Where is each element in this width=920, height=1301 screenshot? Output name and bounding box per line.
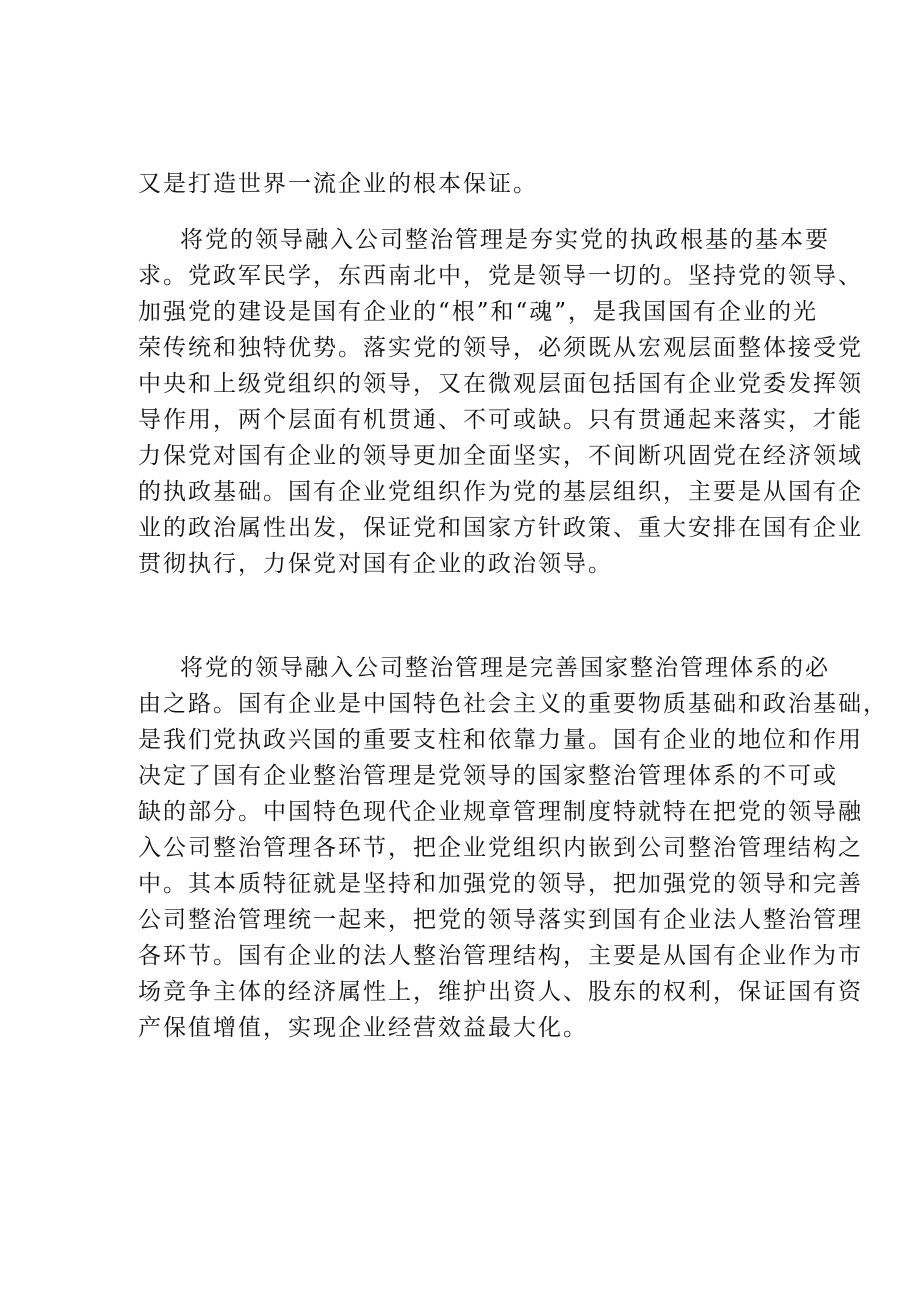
- text-line: 又是打造世界一流企业的根本保证。: [138, 171, 538, 197]
- text-line: 产保值增值，实现企业经营效益最大化。: [138, 1015, 588, 1041]
- text-line: 中央和上级党组织的领导，又在微观层面包括国有企业党委发挥领: [138, 371, 863, 397]
- text-line: 场竞争主体的经济属性上，维护出资人、股东的权利，保证国有资: [138, 979, 863, 1005]
- text-line: 决定了国有企业整治管理是党领导的国家整治管理体系的不可或: [138, 763, 838, 789]
- text-line: 荣传统和独特优势。落实党的领导，必须既从宏观层面整体接受党: [138, 335, 863, 361]
- text-line: 导作用，两个层面有机贯通、不可或缺。只有贯通起来落实，才能: [138, 407, 863, 433]
- text-line: 加强党的建设是国有企业的“根”和“魂”，是我国国有企业的光: [138, 299, 819, 325]
- text-line: 求。党政军民学，东西南北中，党是领导一切的。坚持党的领导、: [138, 263, 863, 289]
- text-line: 公司整治管理统一起来，把党的领导落实到国有企业法人整治管理: [138, 907, 863, 933]
- paragraph-3: [138, 650, 888, 1046]
- text-line: 贯彻执行，力保党对国有企业的政治领导。: [138, 551, 613, 577]
- text-line: 中。其本质特征就是坚持和加强党的领导，把加强党的领导和完善: [138, 871, 863, 897]
- text-line: 是我们党执政兴国的重要支柱和依靠力量。国有企业的地位和作用: [138, 727, 863, 753]
- text-line: 将党的领导融入公司整治管理是完善国家整治管理体系的必: [180, 655, 830, 681]
- text-line: 业的政治属性出发，保证党和国家方针政策、重大安排在国有企业: [138, 515, 863, 541]
- text-line: 各环节。国有企业的法人整治管理结构，主要是从国有企业作为市: [138, 943, 863, 969]
- text-line: 缺的部分。中国特色现代企业规章管理制度特就特在把党的领导融: [138, 799, 863, 825]
- text-line: 的执政基础。国有企业党组织作为党的基层组织，主要是从国有企: [138, 479, 863, 505]
- text-line: 将党的领导融入公司整治管理是夯实党的执政根基的基本要: [180, 227, 830, 253]
- paragraph-1: [138, 166, 798, 202]
- paragraph-2: [138, 222, 863, 582]
- text-line: 由之路。国有企业是中国特色社会主义的重要物质基础和政治基础，: [138, 691, 888, 717]
- text-line: 入公司整治管理各环节，把企业党组织内嵌到公司整治管理结构之: [138, 835, 863, 861]
- text-line: 力保党对国有企业的领导更加全面坚实，不间断巩固党在经济领域: [138, 443, 863, 469]
